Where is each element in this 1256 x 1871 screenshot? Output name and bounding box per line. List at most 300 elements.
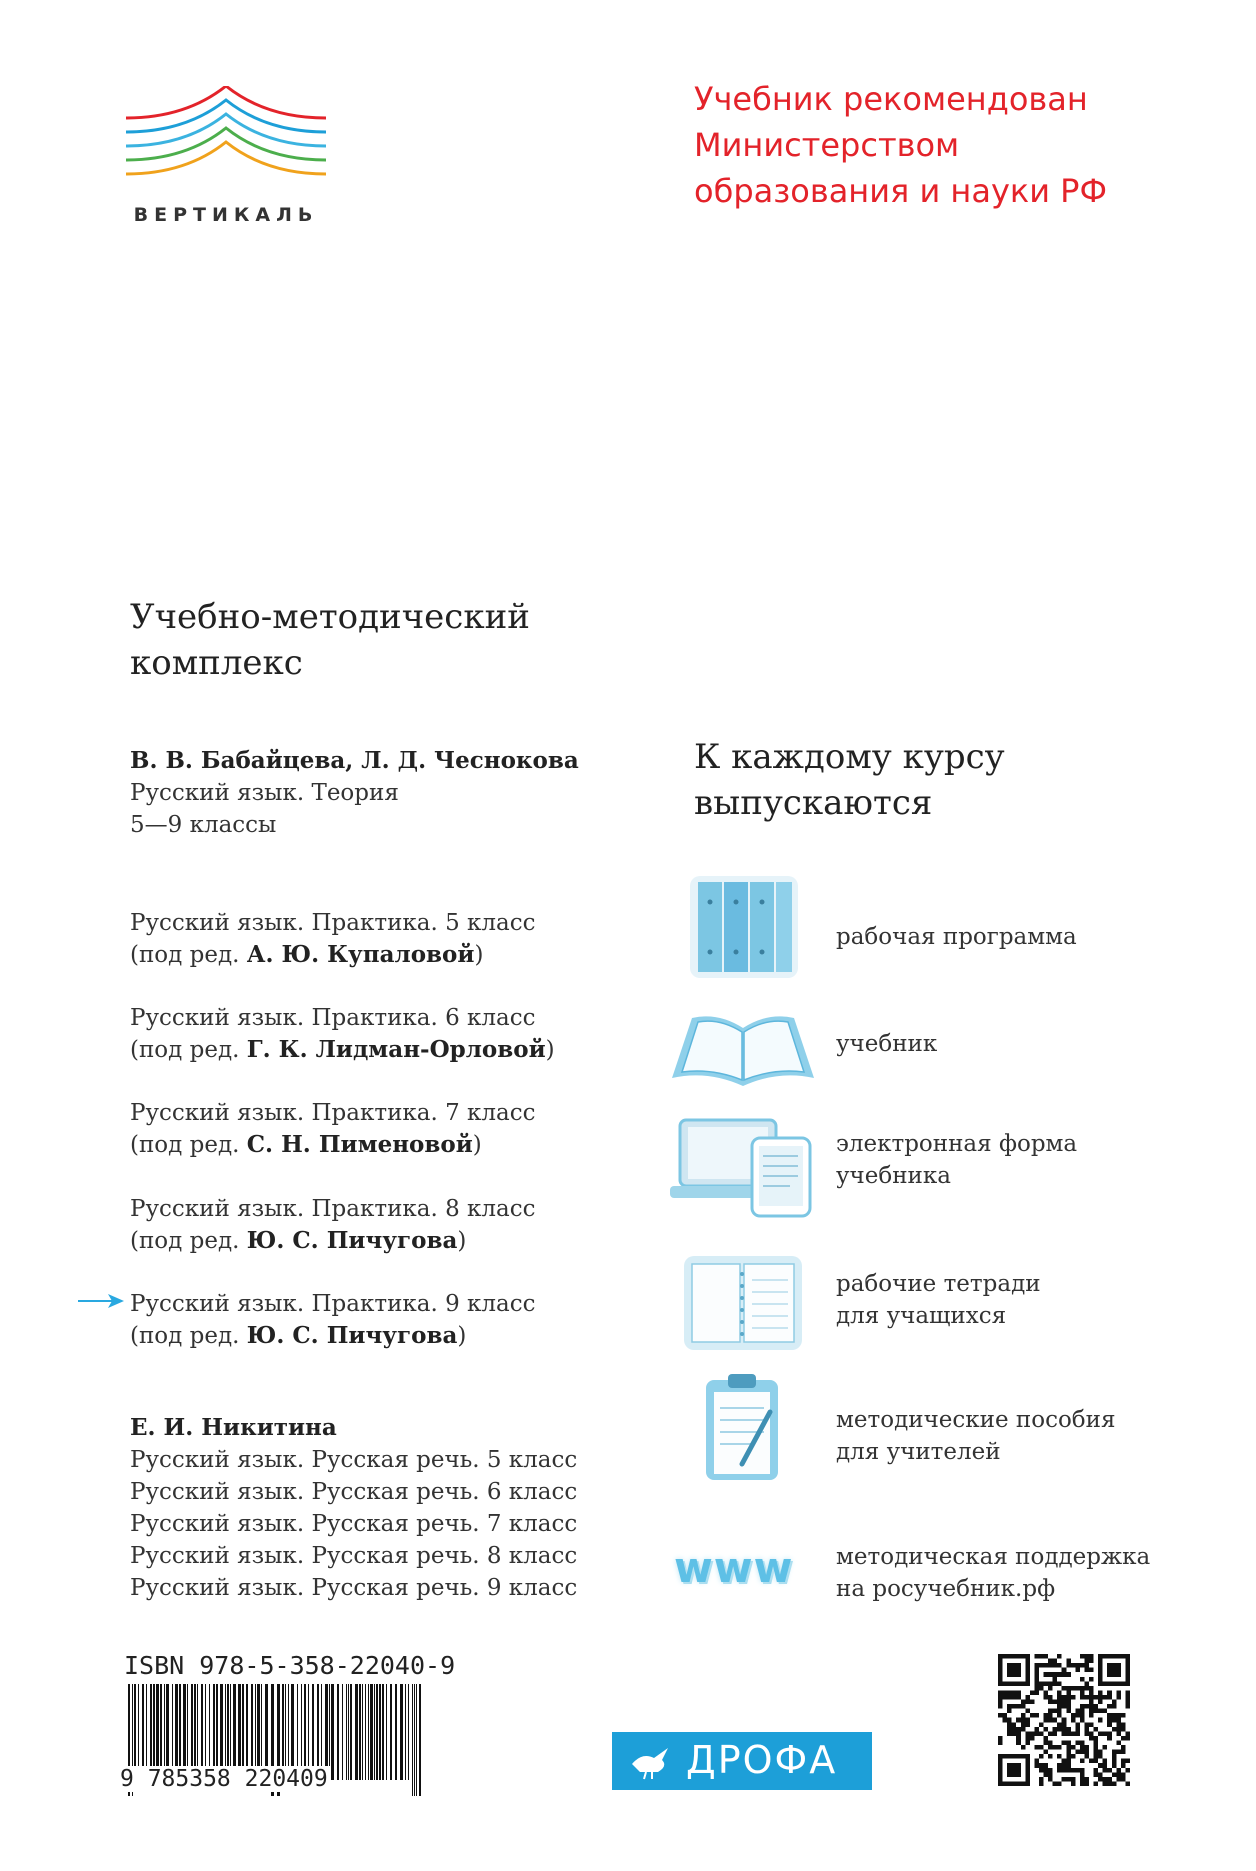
qr-module: [1012, 1727, 1017, 1732]
qr-module: [1039, 1654, 1044, 1659]
qr-module: [1112, 1718, 1117, 1723]
qr-module: [1048, 1740, 1053, 1745]
qr-module: [1094, 1704, 1099, 1709]
qr-module: [1116, 1772, 1121, 1777]
qr-module: [1075, 1731, 1080, 1736]
resources-heading-line: К каждому курсу: [694, 737, 1005, 777]
qr-module: [1034, 1727, 1039, 1732]
resource-label-line: рабочая программа: [836, 924, 1077, 950]
qr-module: [1071, 1713, 1076, 1718]
qr-module: [1030, 1736, 1035, 1741]
qr-module: [1094, 1745, 1099, 1750]
qr-module: [1016, 1704, 1021, 1709]
qr-module: [1021, 1722, 1026, 1727]
qr-module: [1089, 1759, 1094, 1764]
qr-module: [1089, 1677, 1094, 1682]
qr-module: [1007, 1709, 1012, 1714]
qr-module: [1012, 1731, 1017, 1736]
qr-module: [1066, 1777, 1071, 1782]
qr-module: [1057, 1722, 1062, 1727]
recommendation-line: Учебник рекомендован: [694, 80, 1088, 118]
qr-module: [1048, 1745, 1053, 1750]
qr-module: [1057, 1695, 1062, 1700]
qr-module: [1048, 1681, 1053, 1686]
theory-book: [130, 745, 579, 841]
qr-module: [1071, 1718, 1076, 1723]
qr-module: [1121, 1759, 1126, 1764]
resource-label-line: для учащихся: [836, 1303, 1007, 1329]
practice-editor: Ю. С. Пичугова: [246, 1227, 458, 1254]
qr-module: [1066, 1659, 1071, 1664]
binders-icon: [668, 872, 818, 982]
qr-module: [1016, 1727, 1021, 1732]
qr-module: [1103, 1768, 1108, 1773]
qr-module: [1066, 1672, 1071, 1677]
qr-module: [1057, 1681, 1062, 1686]
qr-module: [1021, 1713, 1026, 1718]
qr-module: [1121, 1722, 1126, 1727]
ministry-recommendation: [694, 76, 1164, 214]
qr-module: [1098, 1777, 1103, 1782]
qr-module: [1066, 1663, 1071, 1668]
resource-label-line: рабочие тетради: [836, 1271, 1041, 1297]
resource-label: [836, 921, 1176, 953]
qr-module: [1089, 1668, 1094, 1673]
qr-module: [1071, 1781, 1076, 1786]
practice-prefix: (под ред.: [130, 1228, 240, 1254]
qr-module: [1084, 1727, 1089, 1732]
qr-module: [1044, 1681, 1049, 1686]
qr-module: [1016, 1731, 1021, 1736]
qr-module: [1112, 1727, 1117, 1732]
qr-module: [1053, 1718, 1058, 1723]
resources-heading: [694, 734, 1114, 826]
qr-module: [1062, 1777, 1067, 1782]
qr-module: [1094, 1768, 1099, 1773]
qr-module: [1098, 1709, 1103, 1714]
qr-module: [1112, 1750, 1117, 1755]
qr-module: [1084, 1695, 1089, 1700]
qr-module: [1044, 1713, 1049, 1718]
qr-module: [1053, 1745, 1058, 1750]
qr-module: [1084, 1704, 1089, 1709]
qr-module: [1053, 1731, 1058, 1736]
qr-module: [1044, 1654, 1049, 1659]
qr-module: [1107, 1704, 1112, 1709]
complex-title-line: комплекс: [130, 643, 303, 683]
qr-module: [1066, 1690, 1071, 1695]
qr-module: [1071, 1663, 1076, 1668]
practice-title: Русский язык. Практика. 7 класс: [130, 1100, 536, 1126]
practice-suffix: ): [457, 1323, 467, 1349]
qr-module: [1039, 1781, 1044, 1786]
resource-label-line: методические пособия: [836, 1407, 1116, 1433]
qr-module: [1016, 1740, 1021, 1745]
open-book-icon: [668, 998, 818, 1108]
qr-module: [1112, 1713, 1117, 1718]
practice-title: Русский язык. Практика. 9 класс: [130, 1291, 536, 1317]
qr-module: [1048, 1663, 1053, 1668]
qr-module: [1034, 1713, 1039, 1718]
qr-module: [1080, 1750, 1085, 1755]
qr-module: [1080, 1713, 1085, 1718]
qr-module: [1057, 1727, 1062, 1732]
qr-module: [1075, 1768, 1080, 1773]
qr-module: [1062, 1727, 1067, 1732]
qr-module: [1103, 1781, 1108, 1786]
qr-module: [1084, 1750, 1089, 1755]
qr-module: [1116, 1777, 1121, 1782]
qr-module: [1062, 1672, 1067, 1677]
qr-finder: [1007, 1663, 1021, 1677]
qr-module: [1048, 1731, 1053, 1736]
qr-module: [1048, 1713, 1053, 1718]
qr-module: [1066, 1750, 1071, 1755]
qr-module: [1025, 1718, 1030, 1723]
qr-module: [1094, 1709, 1099, 1714]
qr-module: [1062, 1722, 1067, 1727]
qr-code: [998, 1654, 1130, 1786]
qr-module: [1034, 1672, 1039, 1677]
qr-module: [1062, 1768, 1067, 1773]
qr-module: [1080, 1690, 1085, 1695]
qr-module: [1094, 1740, 1099, 1745]
qr-module: [1057, 1663, 1062, 1668]
resource-label-line: для учителей: [836, 1439, 1001, 1465]
practice-suffix: ): [472, 1132, 482, 1158]
qr-module: [1084, 1777, 1089, 1782]
qr-module: [1044, 1768, 1049, 1773]
qr-module: [1025, 1736, 1030, 1741]
qr-module: [1103, 1731, 1108, 1736]
qr-module: [1089, 1659, 1094, 1664]
qr-module: [1098, 1772, 1103, 1777]
practice-book: [130, 1002, 555, 1066]
qr-module: [1084, 1754, 1089, 1759]
www-icon: www: [674, 1543, 794, 1592]
qr-module: [1103, 1759, 1108, 1764]
qr-module: [1089, 1654, 1094, 1659]
qr-module: [1039, 1663, 1044, 1668]
qr-module: [1125, 1731, 1130, 1736]
practice-book: [130, 1193, 536, 1257]
qr-module: [1125, 1690, 1130, 1695]
qr-module: [1021, 1727, 1026, 1732]
resource-label: [836, 1541, 1176, 1605]
qr-module: [1007, 1695, 1012, 1700]
resource-label-line: учебника: [836, 1163, 951, 1189]
speech-title: Русский язык. Русская речь. 8 класс: [130, 1543, 578, 1569]
qr-module: [1057, 1745, 1062, 1750]
qr-module: [1007, 1690, 1012, 1695]
qr-module: [1053, 1672, 1058, 1677]
qr-module: [1089, 1686, 1094, 1691]
qr-module: [1112, 1781, 1117, 1786]
qr-module: [1107, 1695, 1112, 1700]
qr-module: [1007, 1731, 1012, 1736]
qr-module: [1066, 1704, 1071, 1709]
practice-title: Русский язык. Практика. 6 класс: [130, 1005, 536, 1031]
clipboard-icon: [668, 1372, 818, 1482]
qr-module: [1030, 1731, 1035, 1736]
qr-module: [1053, 1659, 1058, 1664]
qr-module: [1048, 1700, 1053, 1705]
qr-module: [1039, 1745, 1044, 1750]
qr-module: [1048, 1709, 1053, 1714]
speech-title: Русский язык. Русская речь. 9 класс: [130, 1575, 578, 1601]
qr-module: [1066, 1759, 1071, 1764]
qr-module: [1048, 1695, 1053, 1700]
qr-module: [1107, 1736, 1112, 1741]
qr-module: [1053, 1709, 1058, 1714]
qr-module: [1084, 1663, 1089, 1668]
practice-title: Русский язык. Практика. 8 класс: [130, 1196, 536, 1222]
qr-module: [1080, 1745, 1085, 1750]
qr-module: [1080, 1768, 1085, 1773]
qr-module: [1112, 1754, 1117, 1759]
arrow-right-icon: [78, 1292, 124, 1310]
qr-module: [1098, 1750, 1103, 1755]
isbn-label: ISBN 978-5-358-22040-9: [124, 1651, 456, 1680]
qr-module: [1107, 1781, 1112, 1786]
practice-prefix: (под ред.: [130, 1132, 240, 1158]
qr-module: [1053, 1727, 1058, 1732]
qr-module: [1112, 1772, 1117, 1777]
qr-module: [1066, 1763, 1071, 1768]
qr-module: [1084, 1686, 1089, 1691]
qr-module: [1053, 1700, 1058, 1705]
qr-module: [1016, 1736, 1021, 1741]
qr-module: [1066, 1686, 1071, 1691]
qr-module: [1039, 1731, 1044, 1736]
qr-module: [1094, 1736, 1099, 1741]
qr-module: [1112, 1704, 1117, 1709]
qr-module: [1039, 1681, 1044, 1686]
qr-module: [1048, 1672, 1053, 1677]
qr-module: [1034, 1677, 1039, 1682]
qr-module: [1089, 1731, 1094, 1736]
qr-module: [1057, 1763, 1062, 1768]
publisher-logo: [612, 1732, 872, 1790]
qr-module: [1084, 1781, 1089, 1786]
theory-title: Русский язык. Теория: [130, 780, 399, 806]
qr-module: [1121, 1777, 1126, 1782]
speech-series: [130, 1412, 577, 1604]
qr-module: [1107, 1777, 1112, 1782]
qr-module: [1089, 1722, 1094, 1727]
qr-module: [1021, 1700, 1026, 1705]
qr-module: [1089, 1690, 1094, 1695]
qr-module: [1080, 1663, 1085, 1668]
qr-module: [1071, 1777, 1076, 1782]
qr-module: [1089, 1713, 1094, 1718]
qr-module: [1107, 1713, 1112, 1718]
resource-label-line: электронная форма: [836, 1131, 1078, 1157]
qr-module: [1003, 1713, 1008, 1718]
qr-module: [1044, 1672, 1049, 1677]
qr-module: [1075, 1722, 1080, 1727]
qr-module: [1003, 1718, 1008, 1723]
practice-editor: С. Н. Пименовой: [246, 1131, 473, 1158]
complex-title-line: Учебно-методический: [130, 597, 530, 637]
qr-finder: [1107, 1663, 1121, 1677]
qr-module: [1116, 1740, 1121, 1745]
qr-module: [1057, 1672, 1062, 1677]
qr-module: [1103, 1763, 1108, 1768]
qr-module: [998, 1690, 1003, 1695]
qr-module: [1094, 1781, 1099, 1786]
qr-module: [1030, 1713, 1035, 1718]
qr-module: [1075, 1709, 1080, 1714]
complex-title: [130, 594, 610, 686]
qr-module: [1084, 1659, 1089, 1664]
qr-module: [1080, 1740, 1085, 1745]
qr-module: [1116, 1713, 1121, 1718]
qr-module: [1098, 1700, 1103, 1705]
qr-module: [1048, 1768, 1053, 1773]
qr-module: [1116, 1690, 1121, 1695]
qr-module: [1039, 1722, 1044, 1727]
qr-module: [1116, 1750, 1121, 1755]
qr-module: [1025, 1731, 1030, 1736]
qr-module: [1084, 1745, 1089, 1750]
qr-module: [1107, 1722, 1112, 1727]
qr-module: [1103, 1695, 1108, 1700]
qr-module: [1039, 1768, 1044, 1773]
qr-module: [1071, 1768, 1076, 1773]
qr-module: [1062, 1759, 1067, 1764]
qr-module: [1121, 1772, 1126, 1777]
qr-module: [1089, 1709, 1094, 1714]
qr-module: [1034, 1663, 1039, 1668]
bird-icon: [628, 1742, 676, 1780]
qr-module: [1125, 1759, 1130, 1764]
qr-module: [1034, 1668, 1039, 1673]
qr-module: [1080, 1704, 1085, 1709]
qr-module: [1044, 1695, 1049, 1700]
qr-module: [1034, 1690, 1039, 1695]
qr-module: [1084, 1654, 1089, 1659]
qr-module: [1007, 1718, 1012, 1723]
qr-module: [1107, 1690, 1112, 1695]
qr-module: [1080, 1695, 1085, 1700]
qr-module: [1112, 1763, 1117, 1768]
qr-module: [1057, 1754, 1062, 1759]
qr-module: [1062, 1668, 1067, 1673]
qr-module: [1053, 1681, 1058, 1686]
qr-module: [1044, 1772, 1049, 1777]
qr-module: [1034, 1763, 1039, 1768]
qr-module: [1121, 1713, 1126, 1718]
qr-module: [1066, 1700, 1071, 1705]
qr-module: [1007, 1704, 1012, 1709]
qr-module: [998, 1695, 1003, 1700]
practice-suffix: ): [545, 1037, 555, 1063]
qr-module: [1066, 1727, 1071, 1732]
qr-module: [1062, 1763, 1067, 1768]
qr-module: [1066, 1745, 1071, 1750]
qr-module: [1048, 1659, 1053, 1664]
qr-module: [1021, 1718, 1026, 1723]
qr-module: [1080, 1686, 1085, 1691]
qr-module: [1034, 1731, 1039, 1736]
qr-module: [1098, 1695, 1103, 1700]
qr-module: [1089, 1736, 1094, 1741]
qr-module: [1012, 1722, 1017, 1727]
qr-module: [1094, 1695, 1099, 1700]
qr-module: [1084, 1668, 1089, 1673]
qr-module: [1075, 1727, 1080, 1732]
qr-module: [1094, 1750, 1099, 1755]
qr-module: [1066, 1740, 1071, 1745]
qr-module: [1053, 1663, 1058, 1668]
qr-module: [1053, 1781, 1058, 1786]
qr-module: [1034, 1654, 1039, 1659]
qr-module: [1080, 1759, 1085, 1764]
qr-module: [1025, 1740, 1030, 1745]
qr-module: [1125, 1736, 1130, 1741]
qr-module: [1044, 1663, 1049, 1668]
qr-module: [1125, 1768, 1130, 1773]
qr-module: [1121, 1736, 1126, 1741]
theory-grades: 5—9 классы: [130, 812, 277, 838]
qr-module: [1075, 1713, 1080, 1718]
qr-module: [1116, 1731, 1121, 1736]
qr-module: [1071, 1695, 1076, 1700]
practice-book: [130, 907, 536, 971]
qr-module: [1116, 1727, 1121, 1732]
qr-module: [1094, 1772, 1099, 1777]
qr-module: [1080, 1709, 1085, 1714]
qr-module: [1098, 1754, 1103, 1759]
qr-module: [1071, 1745, 1076, 1750]
qr-module: [1094, 1727, 1099, 1732]
qr-module: [1062, 1718, 1067, 1723]
qr-module: [1044, 1750, 1049, 1755]
qr-module: [1025, 1695, 1030, 1700]
qr-module: [1075, 1663, 1080, 1668]
qr-module: [1112, 1759, 1117, 1764]
qr-module: [1075, 1686, 1080, 1691]
qr-module: [1084, 1731, 1089, 1736]
speech-title: Русский язык. Русская речь. 6 класс: [130, 1479, 578, 1505]
qr-module: [1080, 1777, 1085, 1782]
qr-module: [1039, 1777, 1044, 1782]
qr-module: [1021, 1704, 1026, 1709]
qr-module: [1125, 1695, 1130, 1700]
qr-module: [1098, 1690, 1103, 1695]
resources-heading-line: выпускаются: [694, 783, 933, 823]
qr-module: [998, 1713, 1003, 1718]
qr-module: [1057, 1654, 1062, 1659]
qr-module: [1071, 1731, 1076, 1736]
resource-label-line: учебник: [836, 1031, 938, 1057]
qr-module: [1048, 1686, 1053, 1691]
qr-module: [1048, 1772, 1053, 1777]
practice-suffix: ): [474, 942, 484, 968]
qr-module: [1030, 1690, 1035, 1695]
qr-module: [1071, 1754, 1076, 1759]
qr-module: [1021, 1745, 1026, 1750]
devices-icon: [668, 1112, 818, 1222]
speech-title: Русский язык. Русская речь. 7 класс: [130, 1511, 578, 1537]
qr-module: [1107, 1718, 1112, 1723]
qr-module: [1066, 1731, 1071, 1736]
practice-book: [130, 1288, 536, 1352]
qr-module: [1016, 1690, 1021, 1695]
resource-label: [836, 1128, 1176, 1192]
qr-module: [1016, 1718, 1021, 1723]
